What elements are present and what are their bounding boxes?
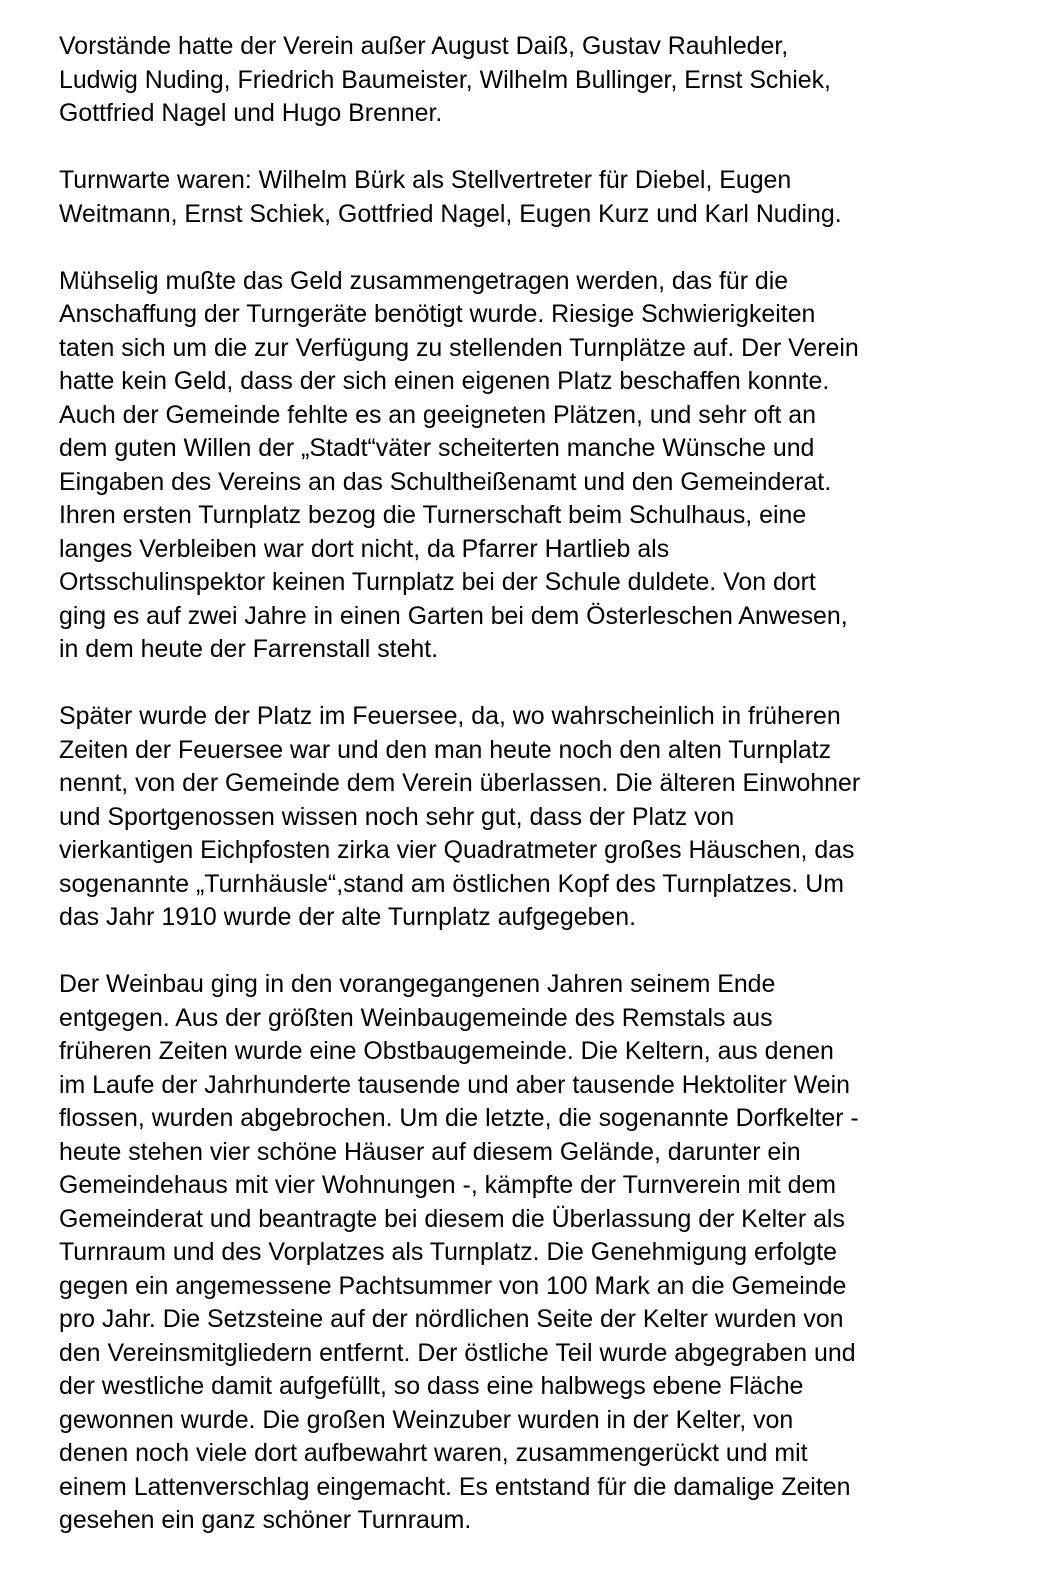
text-line: Weitmann, Ernst Schiek, Gottfried Nagel, Eugen Kurz und Karl Nuding. [59, 199, 842, 228]
text-line: Turnraum und des Vorplatzes als Turnplatz. Die Genehmigung erfolgte [59, 1238, 838, 1266]
text-line: und Sportgenossen wissen noch sehr gut, dass der Platz von [59, 802, 735, 831]
text-line: pro Jahr. Die Setzsteine auf der nördlichen Seite der Kelter wurden von [59, 1305, 844, 1333]
text-line: entgegen. Aus der größten Weinbaugemeinde des Remstals aus [59, 1003, 773, 1032]
text-line: Eingaben des Vereins an das Schultheißenamt und den Gemeinderat. [59, 467, 832, 496]
text-line: Vorstände hatte der Verein außer August Daiß, Gustav Rauhleder, [59, 32, 789, 60]
paragraph-weinbau [59, 968, 999, 1538]
text-line: gewonnen wurde. Die großen Weinzuber wurden in der Kelter, von [59, 1405, 794, 1434]
text-line: Ortsschulinspektor keinen Turnplatz bei der Schule duldete. Von dort [59, 568, 816, 596]
text-line: vierkantigen Eichpfosten zirka vier Quadratmeter großes Häuschen, das [59, 836, 855, 864]
paragraph-turnplaetze [59, 265, 999, 667]
text-line: sogenannte „Turnhäusle“,stand am östlichen Kopf des Turnplatzes. Um [59, 869, 844, 898]
text-line: Später wurde der Platz im Feuersee, da, wo wahrscheinlich in früheren [59, 702, 841, 730]
text-line: taten sich um die zur Verfügung zu stellenden Turnplätze auf. Der Verein [59, 333, 859, 362]
text-line: früheren Zeiten wurde eine Obstbaugemeinde. Die Keltern, aus denen [59, 1037, 834, 1065]
text-line: Der Weinbau ging in den vorangegangenen Jahren seinem Ende [59, 970, 776, 998]
text-line: Turnwarte waren: Wilhelm Bürk als Stellvertreter für Diebel, Eugen [59, 166, 792, 194]
document-page [59, 30, 999, 1538]
text-line: Gemeindehaus mit vier Wohnungen -, kämpfte der Turnverein mit dem [59, 1171, 837, 1199]
text-line: Ludwig Nuding, Friedrich Baumeister, Wilhelm Bullinger, Ernst Schiek, [59, 65, 831, 94]
text-line: im Laufe der Jahrhunderte tausende und aber tausende Hektoliter Wein [59, 1070, 851, 1099]
text-line: den Vereinsmitgliedern entfernt. Der östliche Teil wurde abgegraben und [59, 1338, 856, 1367]
text-line: gegen ein angemessene Pachtsummer von 100 Mark an die Gemeinde [59, 1271, 847, 1300]
text-line: gesehen ein ganz schöner Turnraum. [59, 1506, 472, 1534]
text-line: denen noch viele dort aufbewahrt waren, zusammengerückt und mit [59, 1439, 808, 1467]
text-line: Anschaffung der Turngeräte benötigt wurde. Riesige Schwierigkeiten [59, 300, 816, 328]
text-line: Gottfried Nagel und Hugo Brenner. [59, 99, 443, 127]
text-line: heute stehen vier schöne Häuser auf diesem Gelände, darunter ein [59, 1137, 801, 1166]
text-line: einem Lattenverschlag eingemacht. Es entstand für die damalige Zeiten [59, 1472, 851, 1501]
paragraph-feuersee [59, 700, 999, 935]
text-line: Gemeinderat und beantragte bei diesem die Überlassung der Kelter als [59, 1204, 845, 1233]
text-line: langes Verbleiben war dort nicht, da Pfarrer Hartlieb als [59, 534, 670, 563]
text-line: flossen, wurden abgebrochen. Um die letzte, die sogenannte Dorfkelter - [59, 1104, 859, 1132]
text-line: dem guten Willen der „Stadt“väter scheiterten manche Wünsche und [59, 434, 815, 462]
text-line: Mühselig mußte das Geld zusammengetragen werden, das für die [59, 266, 789, 295]
text-line: das Jahr 1910 wurde der alte Turnplatz aufgegeben. [59, 903, 637, 931]
text-line: in dem heute der Farrenstall steht. [59, 635, 439, 663]
paragraph-turnwarte [59, 164, 999, 231]
text-line: nennt, von der Gemeinde dem Verein überlassen. Die älteren Einwohner [59, 769, 861, 797]
text-line: Zeiten der Feuersee war und den man heute noch den alten Turnplatz [59, 735, 832, 764]
paragraph-vorstaende [59, 30, 999, 131]
text-line: hatte kein Geld, dass der sich einen eigenen Platz beschaffen konnte. [59, 367, 830, 395]
text-line: der westliche damit aufgefüllt, so dass eine halbwegs ebene Fläche [59, 1372, 804, 1400]
text-line: Auch der Gemeinde fehlte es an geeigneten Plätzen, und sehr oft an [59, 400, 816, 429]
text-line: ging es auf zwei Jahre in einen Garten bei dem Österleschen Anwesen, [59, 601, 848, 630]
text-line: Ihren ersten Turnplatz bezog die Turnerschaft beim Schulhaus, eine [59, 501, 807, 529]
